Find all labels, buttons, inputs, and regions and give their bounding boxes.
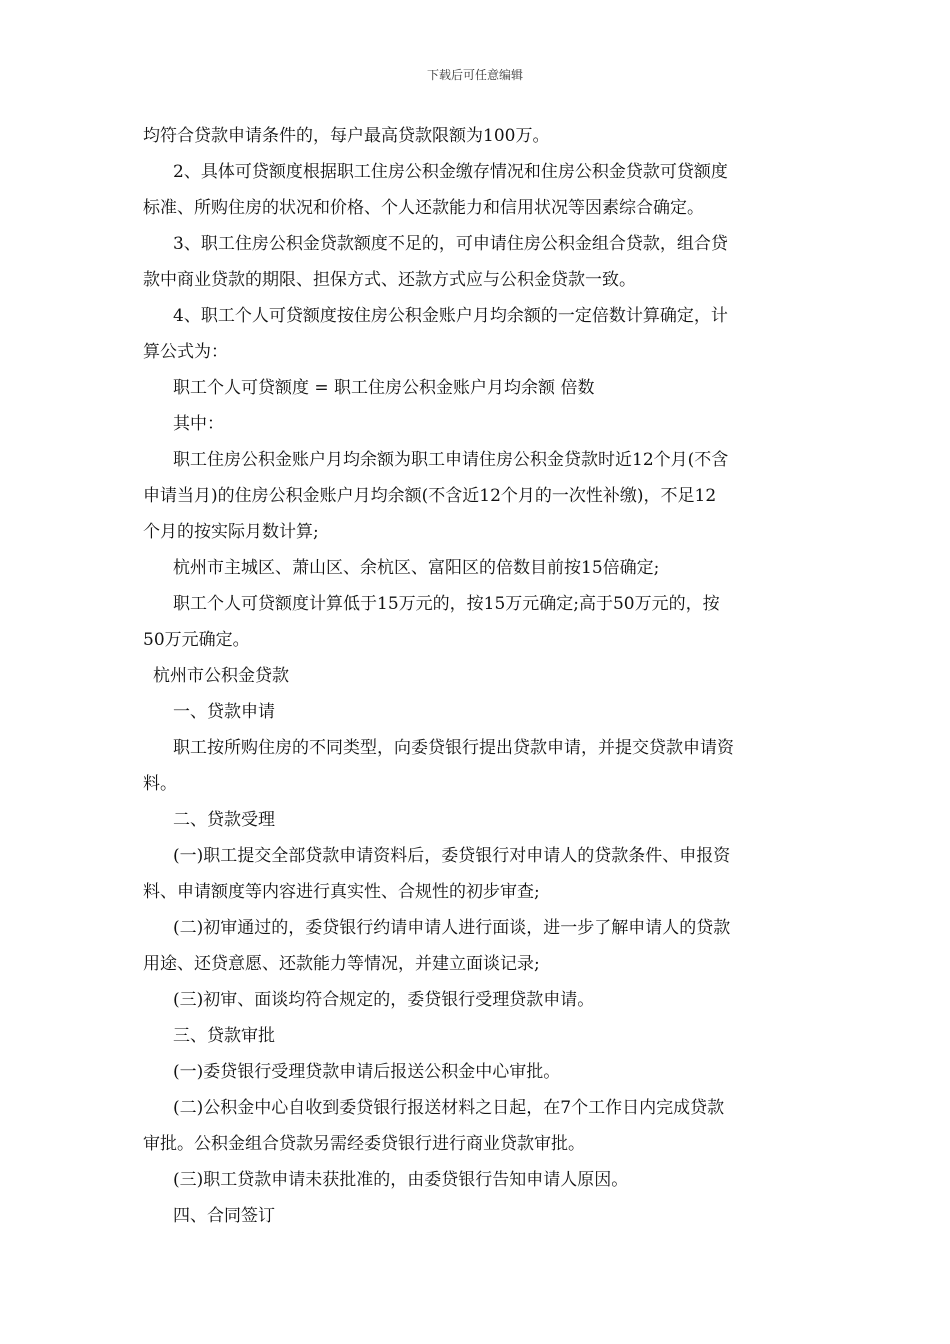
paragraph-line: 均符合贷款申请条件的，每户最高贷款限额为100万。: [143, 126, 550, 146]
section-heading: 三、贷款审批: [173, 1026, 275, 1046]
paragraph-line: (二)初审通过的，委贷银行约请申请人进行面谈，进一步了解申请人的贷款: [173, 918, 731, 938]
paragraph-line: 杭州市主城区、萧山区、余杭区、富阳区的倍数目前按15倍确定;: [173, 558, 660, 578]
paragraph-line: 职工个人可贷额度计算低于15万元的，按15万元确定;高于50万元的，按: [173, 594, 720, 614]
paragraph-line: 50万元确定。: [143, 630, 250, 650]
paragraph-line: 标准、所购住房的状况和价格、个人还款能力和信用状况等因素综合确定。: [143, 198, 704, 218]
paragraph-line: 职工住房公积金账户月均余额为职工申请住房公积金贷款时近12个月(不含: [173, 450, 729, 470]
paragraph-line: (三)初审、面谈均符合规定的，委贷银行受理贷款申请。: [173, 990, 595, 1010]
page-header: 下载后可任意编辑: [426, 68, 523, 82]
paragraph-line: 款中商业贷款的期限、担保方式、还款方式应与公积金贷款一致。: [143, 270, 636, 290]
paragraph-line: 其中：: [173, 414, 224, 434]
paragraph-line: 料、申请额度等内容进行真实性、合规性的初步审查;: [143, 882, 540, 902]
formula-line: 职工个人可贷额度 = 职工住房公积金账户月均余额 倍数: [173, 378, 595, 398]
paragraph-line: 3、职工住房公积金贷款额度不足的，可申请住房公积金组合贷款，组合贷: [173, 234, 728, 254]
paragraph-line: 算公式为：: [143, 342, 228, 362]
paragraph-line: 审批。公积金组合贷款另需经委贷银行进行商业贷款审批。: [143, 1134, 585, 1154]
paragraph-line: 个月的按实际月数计算;: [143, 522, 319, 542]
paragraph-line: (二)公积金中心自收到委贷银行报送材料之日起，在7个工作日内完成贷款: [173, 1098, 725, 1118]
paragraph-line: 用途、还贷意愿、还款能力等情况，并建立面谈记录;: [143, 954, 540, 974]
document-body: [143, 118, 807, 1234]
section-title: 杭州市公积金贷款: [153, 666, 289, 686]
paragraph-line: 4、职工个人可贷额度按住房公积金账户月均余额的一定倍数计算确定，计: [173, 306, 728, 326]
paragraph-line: 职工按所购住房的不同类型，向委贷银行提出贷款申请，并提交贷款申请资: [173, 738, 734, 758]
paragraph-line: 2、具体可贷额度根据职工住房公积金缴存情况和住房公积金贷款可贷额度: [173, 162, 728, 182]
paragraph-line: (一)委贷银行受理贷款申请后报送公积金中心审批。: [173, 1062, 561, 1082]
paragraph-line: 料。: [143, 774, 177, 794]
section-heading: 一、贷款申请: [173, 702, 275, 722]
paragraph-line: (一)职工提交全部贷款申请资料后，委贷银行对申请人的贷款条件、申报资: [173, 846, 731, 866]
section-heading: 二、贷款受理: [173, 810, 275, 830]
paragraph-line: (三)职工贷款申请未获批准的，由委贷银行告知申请人原因。: [173, 1170, 629, 1190]
section-heading: 四、合同签订: [173, 1206, 275, 1226]
paragraph-line: 申请当月)的住房公积金账户月均余额(不含近12个月的一次性补缴)，不足12: [143, 486, 717, 506]
